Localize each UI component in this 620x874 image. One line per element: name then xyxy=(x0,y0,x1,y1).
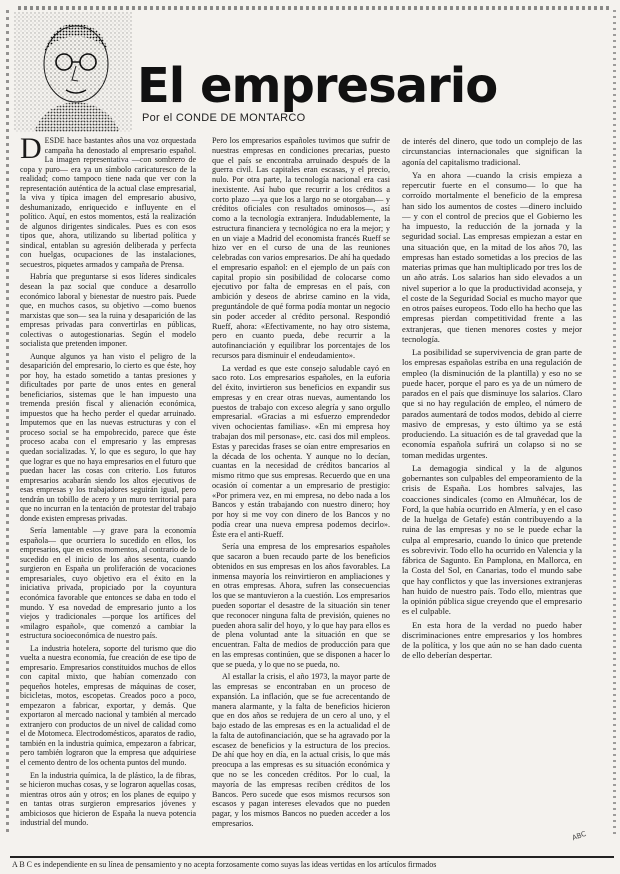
paragraph: de interés del dinero, que todo un complejo de las circunstancias internacionales que significan la agonía del capitalismo tradicional. xyxy=(402,136,582,167)
footer-rule xyxy=(10,856,614,858)
decorative-border-top xyxy=(18,6,612,10)
author-portrait-illustration xyxy=(14,12,132,132)
paragraph: La posibilidad se supervivencia de gran parte de los empresas españolas estriba en una regulación de empleo (la disminución de la plantilla) y eso no se puede hacer, porque el paro es ya de un número de parados en el país que disminuye los salarios. Claro que si no hay regulación de empleo, el número de parados aumentará de todos modos, debido al cierre masivo de empresas, y esto último ya se está produciendo. La situación es de tal gravedad que la economía española sufrirá un colapso si no se toman medidas urgentes. xyxy=(402,347,582,460)
paragraph: Aunque algunos ya han visto el peligro de la desaparición del empresario, lo cierto es que éste, hoy por hoy, ha estado sometido a tantas presiones y dificultades por parte de unos entes en general beneficiarios, sistemas que le han impuesto una tremenda presión fiscal y alienación económica, impuestos que ha hecho perder el quedar arruinado. Imputemos que en las nuevas estructuras y con el proceso social se ha empobrecido, parece que éste proceso acaba con el empresario y las empresas quedan socializadas. Y, lo que es seguro, lo que hay que lograr es que no haya empresarios en el futuro que puedan hacer las cosas con criterio. Los futuros empresarios acabarán siendo los altos ejecutivos de esas empresas y los trabajadores seguirán igual, pero tendrán un tobillo de acero y un muro territorial para que no incurran en la tentación de protestar del trabajo donde existen empresas privadas. xyxy=(20,351,196,523)
paragraph: Sería una empresa de los empresarios españoles que sacaron a buen recaudo parte de los beneficios obtenidos en sus empresas en los años favorables. La inmensa mayoría los reinvirtieron en ampliaciones y en otras empresas. Ahora, sufren las consecuencias los que se mantuvieron a la cuestión. Los empresarios pueden soportar el desastre de la situación sin tener que reconocer ninguna falta de previsión, quienes no pueden ahora salir del hoyo, y lo que hay para ellos es de plena voluntad ante la situación en que se encuentran. Falta de medios de producción para que en las empresas continúen, que se disponen a hacer lo que se pueda, y lo que no se pueda, no. xyxy=(212,542,390,669)
article-byline: Por el CONDE DE MONTARCO xyxy=(142,112,306,124)
paragraph: Habría que preguntarse si esos líderes sindicales desean la paz social que conduce a desarrollo económico laboral y bienestar de nuestro país. Puede que, en muchos casos, su objetivo —como buenos marxistas que son— sea la ruina y desaparición de las empresas privadas para convertirlas en públicas, colectivas o autogestionarias. Según el modelo socialista que pretenden imponer. xyxy=(20,272,196,349)
footer-disclaimer: A B C es independiente en su línea de pensamiento y no acepta forzosamente como suyas las ideas vertidas en los artículos firmados xyxy=(12,860,437,869)
decorative-border-left xyxy=(6,10,9,834)
text-column-2 xyxy=(212,136,390,832)
drop-cap: D xyxy=(20,136,42,165)
text-column-3 xyxy=(402,136,582,664)
paragraph: Pero los empresarios españoles tuvimos que sufrir de nuestras empresas en condiciones precarias, puesto que el país se encontraba arruinado después de la guerra civil. Las capitales eran escasas, y el precio, nulo. Por otra parte, la tecnología nacional era casi inexistente. Así hubo que recurrir a los créditos a corto plazo —ya que los a largo no se otorgaban— y créditos oficiales con resultados ominosos—, así como a la tecnología extranjera. Indudablemente, la estructura financiera y tecnológica no era la mejor; y en un viaje a Madrid del economista francés Rueff se hizo ver en el curso de una de las reuniones celebradas con varios empresarios. De ahí ha quedado el empresario español: en el ejemplo de un país con capital propio sin posibilidad de colocarse como ejecutivo por falta de empresas en el país, con ambición y deseos de abrirse camino en la vida, preguntándole de qué forma podía montar un negocio sin poder acceder al crédito personal. Respondió Rueff, ahora: «Efectivamente, no hay otro sistema, pero en cuanto pueda, debe recurrir a la autofinanciación y equilibrar los porcentajes de los recursos para disminuir el endeudamiento». xyxy=(212,136,390,360)
paragraph: DESDE hace bastantes años una voz orquestada campaña ha denostado al empresario español. La imagen representativa —con sombrero de copa y puro— era ya un símbolo caricaturesco de la realidad; como tampoco tiene nada que ver con la representación auténtica de la actual clase empresarial, la viva y típica imagen del empresario abusivo, deshumanizado, enriquecido e influyente en el político. Aquí, en estos momentos, está la realización de algunos dirigentes sindicales. Pues es con esos tipos que, ahora, utilizando su libertad política y sindical, entablan su agresión deliberada y perfecta con huelgas, ocupaciones de las instalaciones, secuestros, piquetes armados y campaña de Prensa. xyxy=(20,136,196,269)
paragraph: En la industria química, la de plástico, la de fibras, se hicieron muchas cosas, y se lograron aquellas cosas, mientras otros aún y otros; en los planes de equipo y en tantas otras surgieron empresarios jóvenes y ambiciosos que hicieron de España la nueva potencia industrial del mundo. xyxy=(20,770,196,828)
text-column-1 xyxy=(20,136,196,831)
page-stamp: ABC xyxy=(571,829,588,843)
paragraph: Ya en ahora —cuando la crisis empieza a repercutir fuerte en el consumo— lo que ha corroído mortalmente el beneficio de la empresa han sido los aumentos de costes —dinero incluido— y con el control de precios que el Gobierno les ha impuesto, la reducción de la jornada y la seguridad social. Las empresas empiezan a estar en una situación que, en la mitad de los años 70, las empresas han estado sometidas a los precios de las materias primas que han multiplicado por tres los de un año atrás. Los salarios han sido elevados a un nivel superior a lo que la productividad aconseja, y el coste de la Seguridad Social es mucho mayor que en otros países europeos. Todo ello ha hecho que las empresas pierdan competitividad frente a las extranjeras, que tienen menores costes y mejor tecnología. xyxy=(402,169,582,344)
paragraph: Sería lamentable —y grave para la economía española— que ocurriera lo sucedido en ellos, los empresarios, que en estos momentos, al contrario de lo sucedido en el inicio de los años sesenta, cuando surgieron en España un proliferación de vocaciones empresariales, cuyo objetivo era el éxito en la iniciativa privada, propiciado por la coyuntura económica favorable que entonces se daba en todo el mundo. Y esa novedad de empresario junto a los viejos y tradicionales —porque los artífices del «milagro español», que comenzó a cambiar la estructura socioeconómica de nuestro país. xyxy=(20,526,196,641)
paragraph: La verdad es que este consejo saludable cayó en saco roto. Los empresarios españoles, en la euforia del éxito, invirtieron sus beneficios en expandir sus empresas y en crear otras nuevas, aumentando los puestos de trabajo con exceso alegría y sano orgullo empresarial. «Gracias a mi esfuerzo emprendedor viven ochocientas familias». «En mi empresa hoy trabajan dos mil personas», etc. casi dos mil empleos. Estas y parecidas frases se oían entre empresarios en la década de los ochenta. Y aunque no lo decían, cuantas en la necesidad de créditos bancarios al mismo ritmo que sus empresas. Recuerdo que en una ocasión oí comentar a un empresario de prestigio: «Por primera vez, en mi empresa, no debo nada a los Bancos y están trabajando con nuestro dinero; hoy por hoy si me voy con dinero de los Bancos y no podía crear una nueva empresa podemos decirlo». Éste era el anti-Rueff. xyxy=(212,363,390,539)
paragraph: En esta hora de la verdad no puedo haber discriminaciones entre empresarios y los hombres de la política, y los que aún no se han dado cuenta de ello deberían despertar. xyxy=(402,619,582,661)
paragraph: La demagogia sindical y la de algunos gobernantes son culpables del empeoramiento de la crisis de España. Los hombres salvajes, las coacciones sindicales (como en Almuñécar, los de Ford, la que había ocurrido en Almería, y en el caso de la huelga de Getafe) están contribuyendo a la ruina de las empresas y no se le puede echar la culpa al empresario, cuando lo único que pretende es sobrevivir. Todo ello ha ocurrido en Valencia y la fábrica de Sagunto. En Pamplona, en Mallorca, en la Costa del Sol, en Canarias, todo el mundo sabe que hay conflictos y que las inversiones extranjeras han huido de nuestro país. Todo ello, mientras que la opinión pública sigue creyendo que el empresario es el culpable. xyxy=(402,462,582,617)
paragraph: Al estallar la crisis, el año 1973, la mayor parte de las empresas se encontraban en un proceso de expansión. La inflación, que se fue acrecentando de manera alarmante, y la falta de beneficios hicieron que en dos años se redujera de un cero al uno, y el bajo estado de las empresas es en la actualidad el de la falta de autofinanciación, que se ha agravado por la escasez de beneficios y la estructura de los precios. De ahí que hoy en día, en la actual crisis, lo que más preocupa a las empresas es su situación económica y que no se les conceden créditos. Por lo cual, la mayoría de las empresas reciben créditos de los Bancos. Pero sucede que esos mismos recursos son escasos y pagan intereses elevados que no pueden pagar, y los mismos Bancos no pueden acceder a los empresarios. xyxy=(212,672,390,828)
paragraph: La industria hotelera, soporte del turismo que dio vuelta a nuestra economía, fue creación de ese tipo de empresario. Empresarios constituidos muchos de ellos con capital mixto, que habían comenzado con pequeños hoteles, empresas de máquinas de coser, bicicletas, motos, escopetas. Creados poco a poco, empezaron a fabricar, exportar, y demás. Que exportaron al mercado nacional y también al mercado extranjero con productos de un nivel de calidad como el de Motomeca. Electrodomésticos, aparatos de radio, también en la industria química, empezaron a fabricar, pero también lograron que la empresa que adquiriese el cemento dentro de los ochenta puntos del mundo. xyxy=(20,643,196,767)
decorative-border-right xyxy=(613,10,616,834)
article-title: El empresario xyxy=(137,58,498,114)
